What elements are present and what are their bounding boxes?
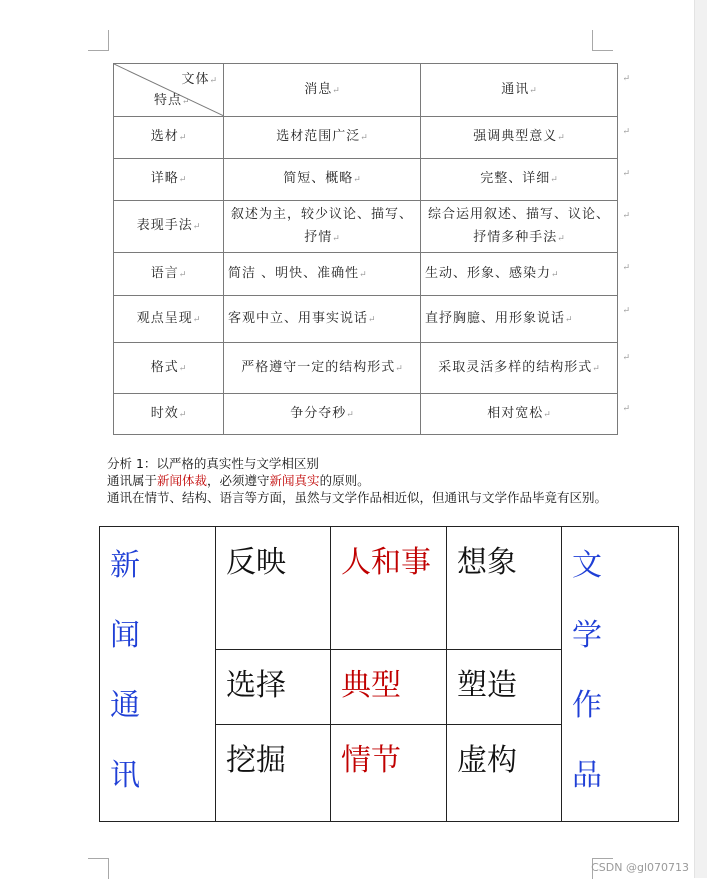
table-row	[114, 296, 618, 343]
analysis-line-3: 通讯在情节、结构、语言等方面，虽然与文学作品相近似，但通讯与文学作品毕竟有区别。	[107, 490, 608, 505]
diag-top-label: 文体↵	[181, 72, 217, 87]
grid-cell-red: 人和事	[331, 527, 447, 650]
comparison-grid	[99, 526, 679, 822]
row-label: 选材↵	[114, 117, 224, 159]
crop-mark-top-left	[88, 30, 109, 51]
row-label: 表现手法↵	[114, 201, 224, 253]
grid-cell: 选择	[216, 650, 331, 725]
row-label: 观点呈现↵	[114, 296, 224, 343]
table-row	[114, 343, 618, 394]
header-tongxun: 通讯↵ ↵	[421, 64, 618, 117]
comparison-table	[113, 63, 631, 435]
cell-xiaoxi: 选材范围广泛↵	[224, 117, 421, 159]
cell-tongxun: 相对宽松↵ ↵	[421, 394, 618, 435]
table-row	[114, 394, 618, 435]
cell-xiaoxi: 争分夺秒↵	[224, 394, 421, 435]
grid-cell: 虚构	[447, 725, 562, 822]
table-row	[114, 117, 618, 159]
cell-tongxun: 完整、详细↵ ↵	[421, 159, 618, 201]
table-row	[114, 253, 618, 296]
label-literature: 文学作品	[572, 548, 602, 793]
cell-xiaoxi: 叙述为主，较少议论、描写、抒情↵	[224, 201, 421, 253]
crop-mark-bottom-left	[88, 858, 109, 879]
header-xiaoxi: 消息↵	[224, 64, 421, 117]
row-label: 语言↵	[114, 253, 224, 296]
table-row	[114, 159, 618, 201]
row-label: 详略↵	[114, 159, 224, 201]
grid-cell: 想象	[447, 527, 562, 650]
cell-xiaoxi: 简洁 、明快、准确性↵	[224, 253, 421, 296]
left-column-news	[100, 527, 216, 822]
table-row	[114, 201, 618, 253]
cell-tongxun: 强调典型意义↵ ↵	[421, 117, 618, 159]
scrollbar[interactable]	[694, 0, 707, 878]
diag-bottom-label: 特点↵	[154, 93, 190, 108]
cell-tongxun: 采取灵活多样的结构形式↵ ↵	[421, 343, 618, 394]
watermark: CSDN @gl070713	[591, 861, 689, 874]
cell-xiaoxi: 严格遵守一定的结构形式↵	[224, 343, 421, 394]
cell-tongxun: 生动、形象、感染力↵ ↵	[421, 253, 618, 296]
right-column-literature	[562, 527, 679, 822]
row-label: 时效↵	[114, 394, 224, 435]
grid-cell: 反映	[216, 527, 331, 650]
row-label: 格式↵	[114, 343, 224, 394]
grid-cell: 塑造	[447, 650, 562, 725]
cell-xiaoxi: 简短、概略↵	[224, 159, 421, 201]
grid-cell-red: 情节	[331, 725, 447, 822]
cell-tongxun: 直抒胸臆、用形象说话↵ ↵	[421, 296, 618, 343]
cell-tongxun: 综合运用叙述、描写、议论、抒情多种手法↵ ↵	[421, 201, 618, 253]
cell-xiaoxi: 客观中立、用事实说话↵	[224, 296, 421, 343]
grid-cell-red: 典型	[331, 650, 447, 725]
grid-cell: 挖掘	[216, 725, 331, 822]
label-news-tongxun: 新闻通讯	[110, 548, 140, 793]
crop-mark-top-right	[592, 30, 613, 51]
analysis-heading: 分析 1：以严格的真实性与文学相区别	[107, 456, 319, 471]
diagonal-header-cell	[114, 64, 224, 117]
analysis-line-2: 通讯属于新闻体裁，必须遵守新闻真实的原则。	[107, 473, 370, 488]
